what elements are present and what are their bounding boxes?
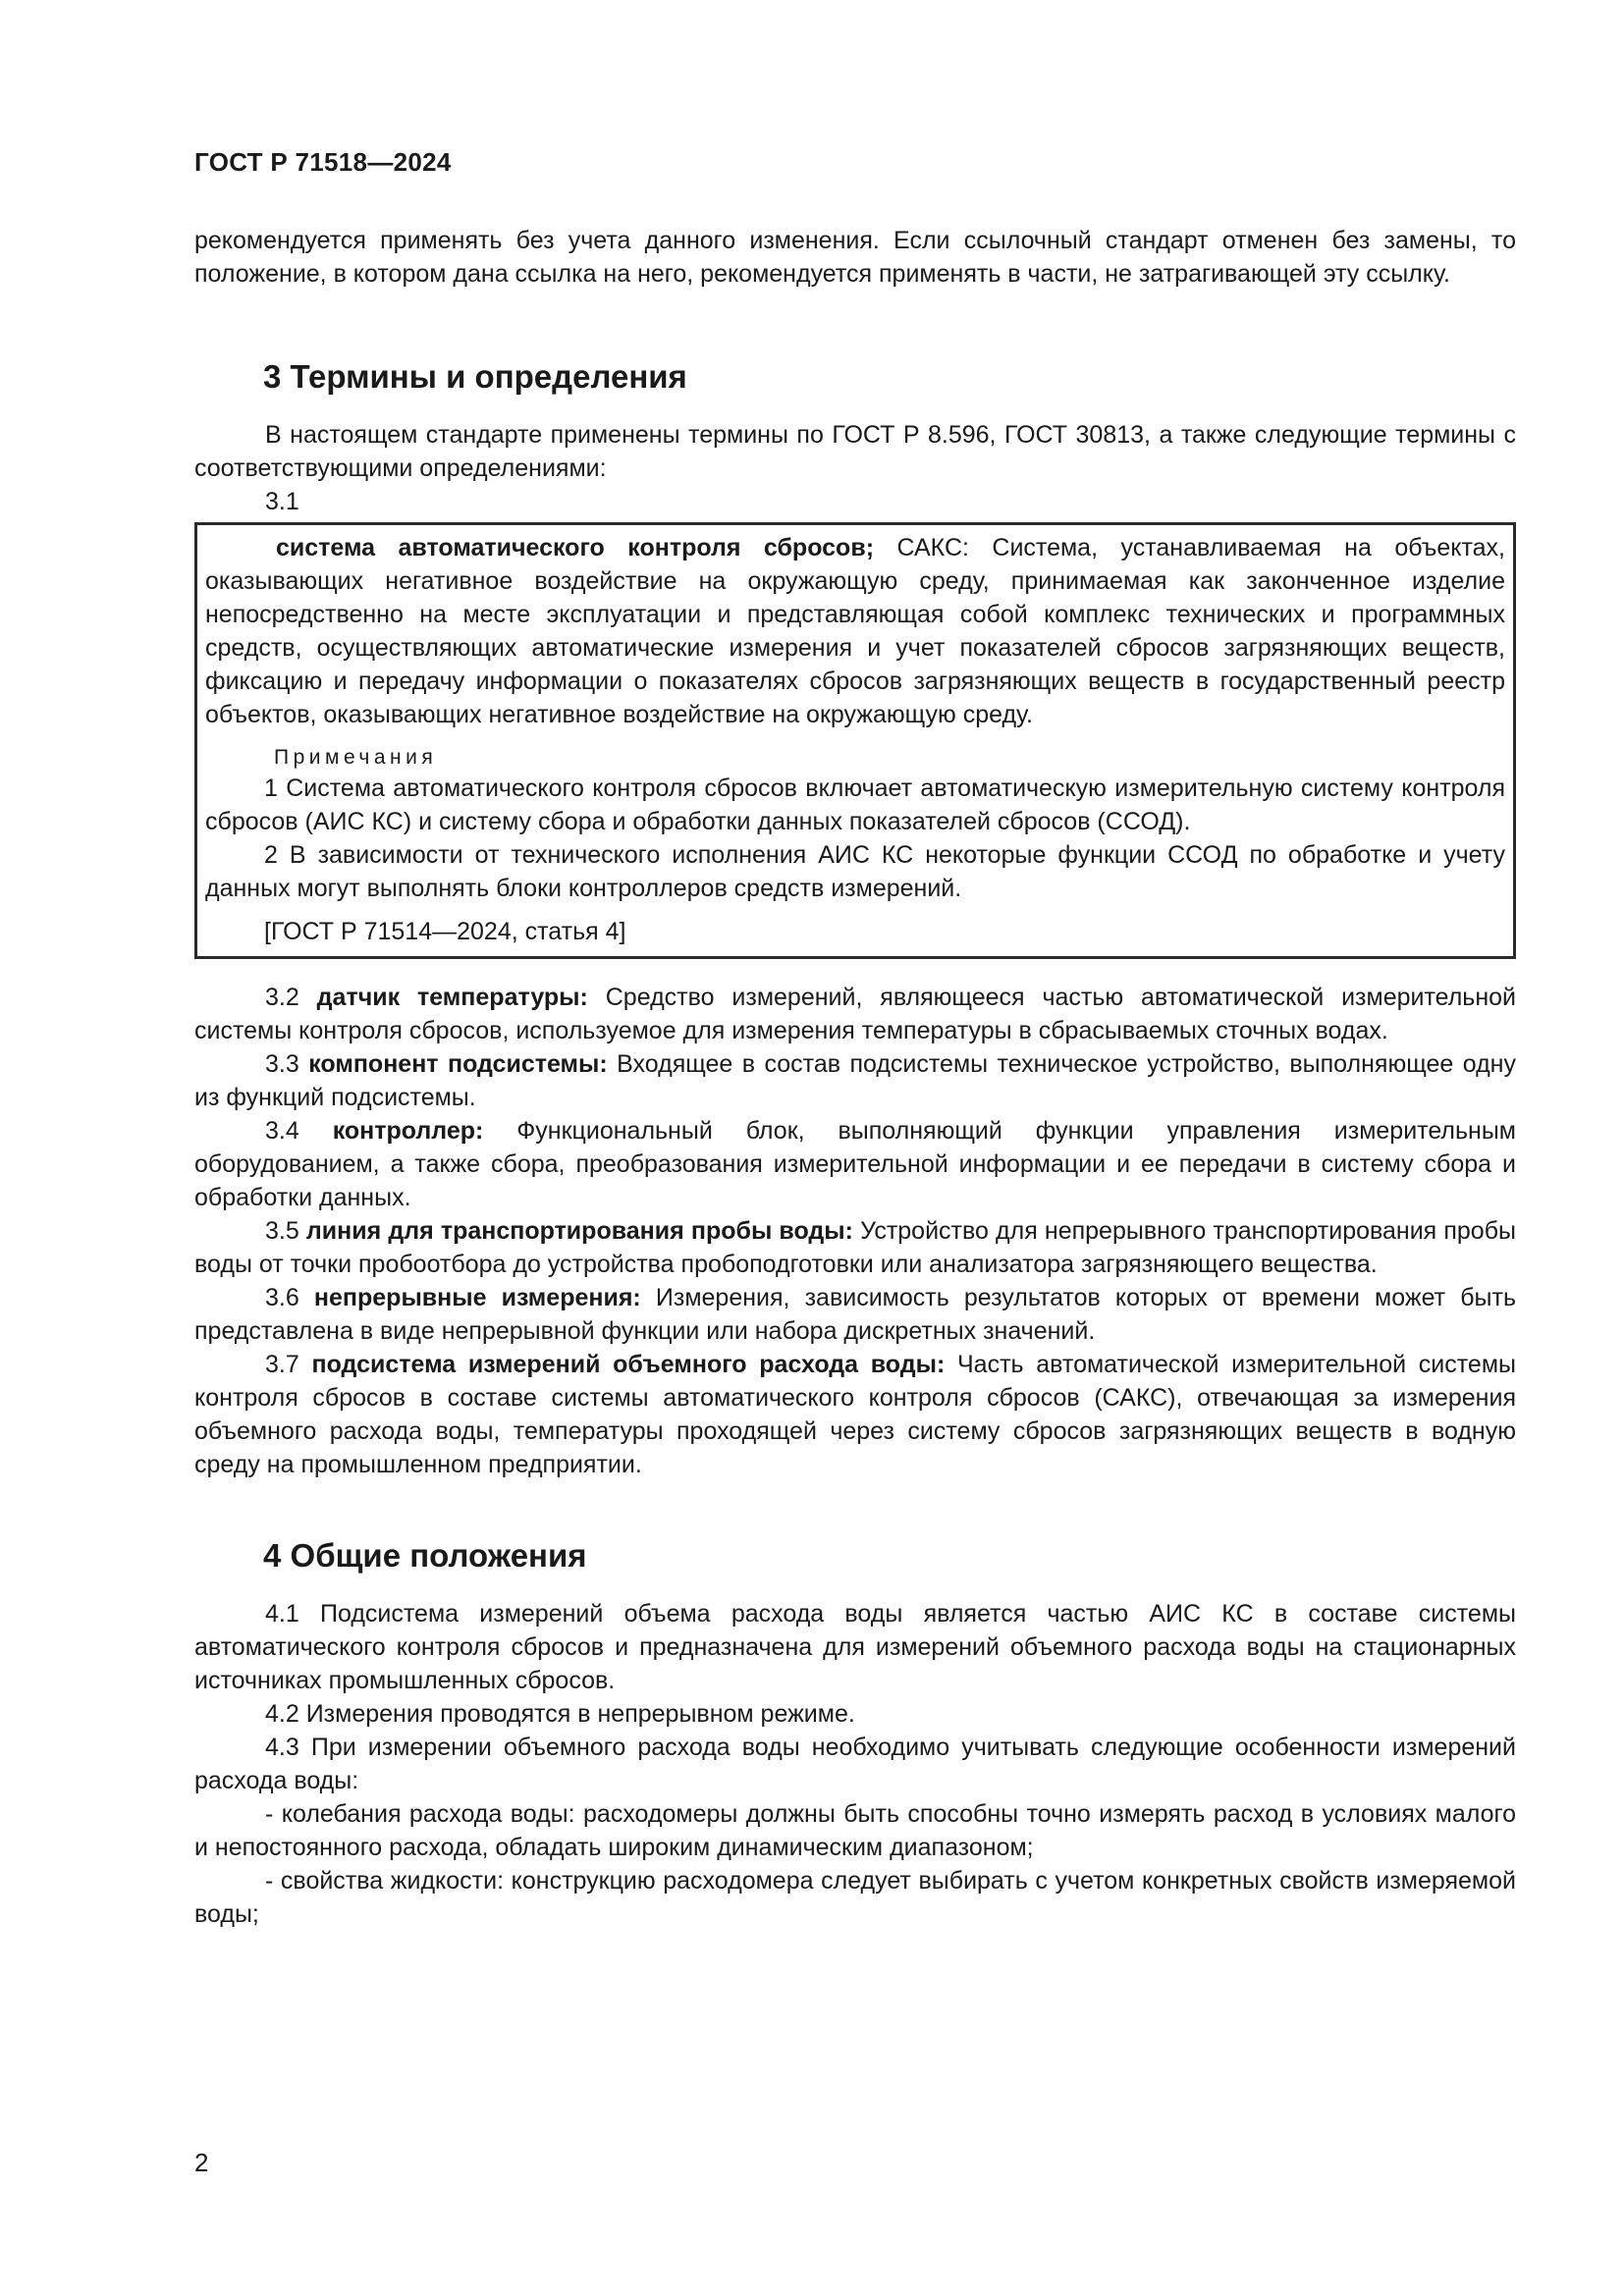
notes-title: Примечания <box>274 746 438 769</box>
section-3-lead: В настоящем стандарте применены термины по ГОСТ Р 8.596, ГОСТ 30813, а также следующие термины с соответствующими определениями: <box>194 421 1516 482</box>
term-definition: Измерения, зависимость результатов которых от времени может быть представлена в виде непрерывной функции или набора дискретных значений. <box>194 1284 1516 1345</box>
note-1: 1 Система автоматического контроля сбросов включает автоматическую измерительную систему контроля сбросов (АИС КС) и систему сбора и обработки данных показателей сбросов (ССОД). <box>205 774 1505 835</box>
clause-4-2: 4.2 Измерения проводятся в непрерывном режиме. <box>265 1700 855 1728</box>
section-3-heading: 3 Термины и определения <box>263 358 687 395</box>
term-definition: Устройство для непрерывного транспортирования пробы воды от точки пробоотбора до устройства пробоподготовки или анализатора загрязняющего вещества. <box>194 1217 1516 1278</box>
term-name: компонент подсистемы: <box>308 1050 608 1078</box>
term-number: 3.3 <box>265 1050 299 1078</box>
note-2: 2 В зависимости от технического исполнения АИС КС некоторые функции ССОД по обработке и учету данных могут выполнять блоки контроллеров средств измерений. <box>205 841 1505 902</box>
list-item-liquid-properties: - свойства жидкости: конструкцию расходомера следует выбирать с учетом конкретных свойств измеряемой воды; <box>194 1867 1516 1928</box>
term-3-5 <box>194 1214 1516 1281</box>
term-number: 3.6 <box>265 1284 299 1311</box>
clause-4-1: 4.1 Подсистема измерений объема расхода воды является частью АИС КС в составе системы автоматического контроля сбросов и предназначена для измерений объемного расхода воды на стационарных источниках промышленных сбросов. <box>194 1600 1516 1694</box>
term-definition: Средство измерений, являющееся частью автоматической измерительной системы контроля сбросов, используемое для измерения температуры в сбрасываемых сточных водах. <box>194 984 1516 1044</box>
term-name: датчик температуры: <box>316 984 588 1011</box>
term-3-7 <box>194 1348 1516 1481</box>
term-3-1-number: 3.1 <box>265 488 299 515</box>
term-name: непрерывные измерения: <box>313 1284 641 1311</box>
term-name: контроллер: <box>332 1117 484 1145</box>
term-3-4 <box>194 1114 1516 1214</box>
term-definition: Часть автоматической измерительной системы контроля сбросов в составе системы автоматического контроля сбросов (САКС), отвечающая за измерения объемного расхода воды, температуры проходящей через систему сбросов загрязняющих веществ в водную среду на промышленном предприятии. <box>194 1351 1516 1478</box>
term-3-6 <box>194 1281 1516 1348</box>
term-definition: Входящее в состав подсистемы техническое устройство, выполняющее одну из функций подсистемы. <box>194 1050 1516 1111</box>
section-4-heading: 4 Общие положения <box>263 1537 587 1574</box>
term-3-1-term: система автоматического контроля сбросов; <box>276 534 875 561</box>
page-number: 2 <box>194 2148 209 2177</box>
term-3-3 <box>194 1047 1516 1114</box>
term-3-2 <box>194 981 1516 1047</box>
term-number: 3.7 <box>265 1351 299 1378</box>
term-definition: Функциональный блок, выполняющий функции управления измерительным оборудованием, а также сбора, преобразования измерительной информации и ее передачи в систему сбора и обработки данных. <box>194 1117 1516 1211</box>
term-number: 3.5 <box>265 1217 299 1245</box>
page-content <box>194 224 1516 1931</box>
intro-paragraph: рекомендуется применять без учета данного изменения. Если ссылочный стандарт отменен без замены, то положение, в котором дана ссылка на него, рекомендуется применять в части, не затрагивающей эту ссылку. <box>194 227 1516 288</box>
term-3-1-definition <box>205 531 1505 731</box>
term-source-reference: [ГОСТ Р 71514—2024, статья 4] <box>264 918 626 945</box>
list-item-flow-fluctuation: - колебания расхода воды: расходомеры должны быть способны точно измерять расход в условиях малого и непостоянного расхода, обладать широким динамическим диапазоном; <box>194 1800 1516 1861</box>
term-3-1-text: САКС: Система, устанавливаемая на объектах, оказывающих негативное воздействие на окружающую среду, принимаемая как законченное изделие непосредственно на месте эксплуатации и представляющая собой комплекс технических и программных средств, осуществляющих автоматические измерения и учет показателей сбросов загрязняющих веществ, фиксацию и передачу информации о показателях сбросов загрязняющих веществ в государственный реестр объектов, оказывающих негативное воздействие на окружающую среду. <box>205 534 1505 728</box>
term-3-1-box <box>194 522 1516 959</box>
document-id-header: ГОСТ Р 71518—2024 <box>194 147 452 177</box>
term-name: подсистема измерений объемного расхода воды: <box>311 1351 946 1378</box>
term-name: линия для транспортирования пробы воды: <box>305 1217 853 1245</box>
term-number: 3.4 <box>265 1117 299 1145</box>
clause-4-3: 4.3 При измерении объемного расхода воды необходимо учитывать следующие особенности измерений расхода воды: <box>194 1734 1516 1794</box>
term-number: 3.2 <box>265 984 299 1011</box>
